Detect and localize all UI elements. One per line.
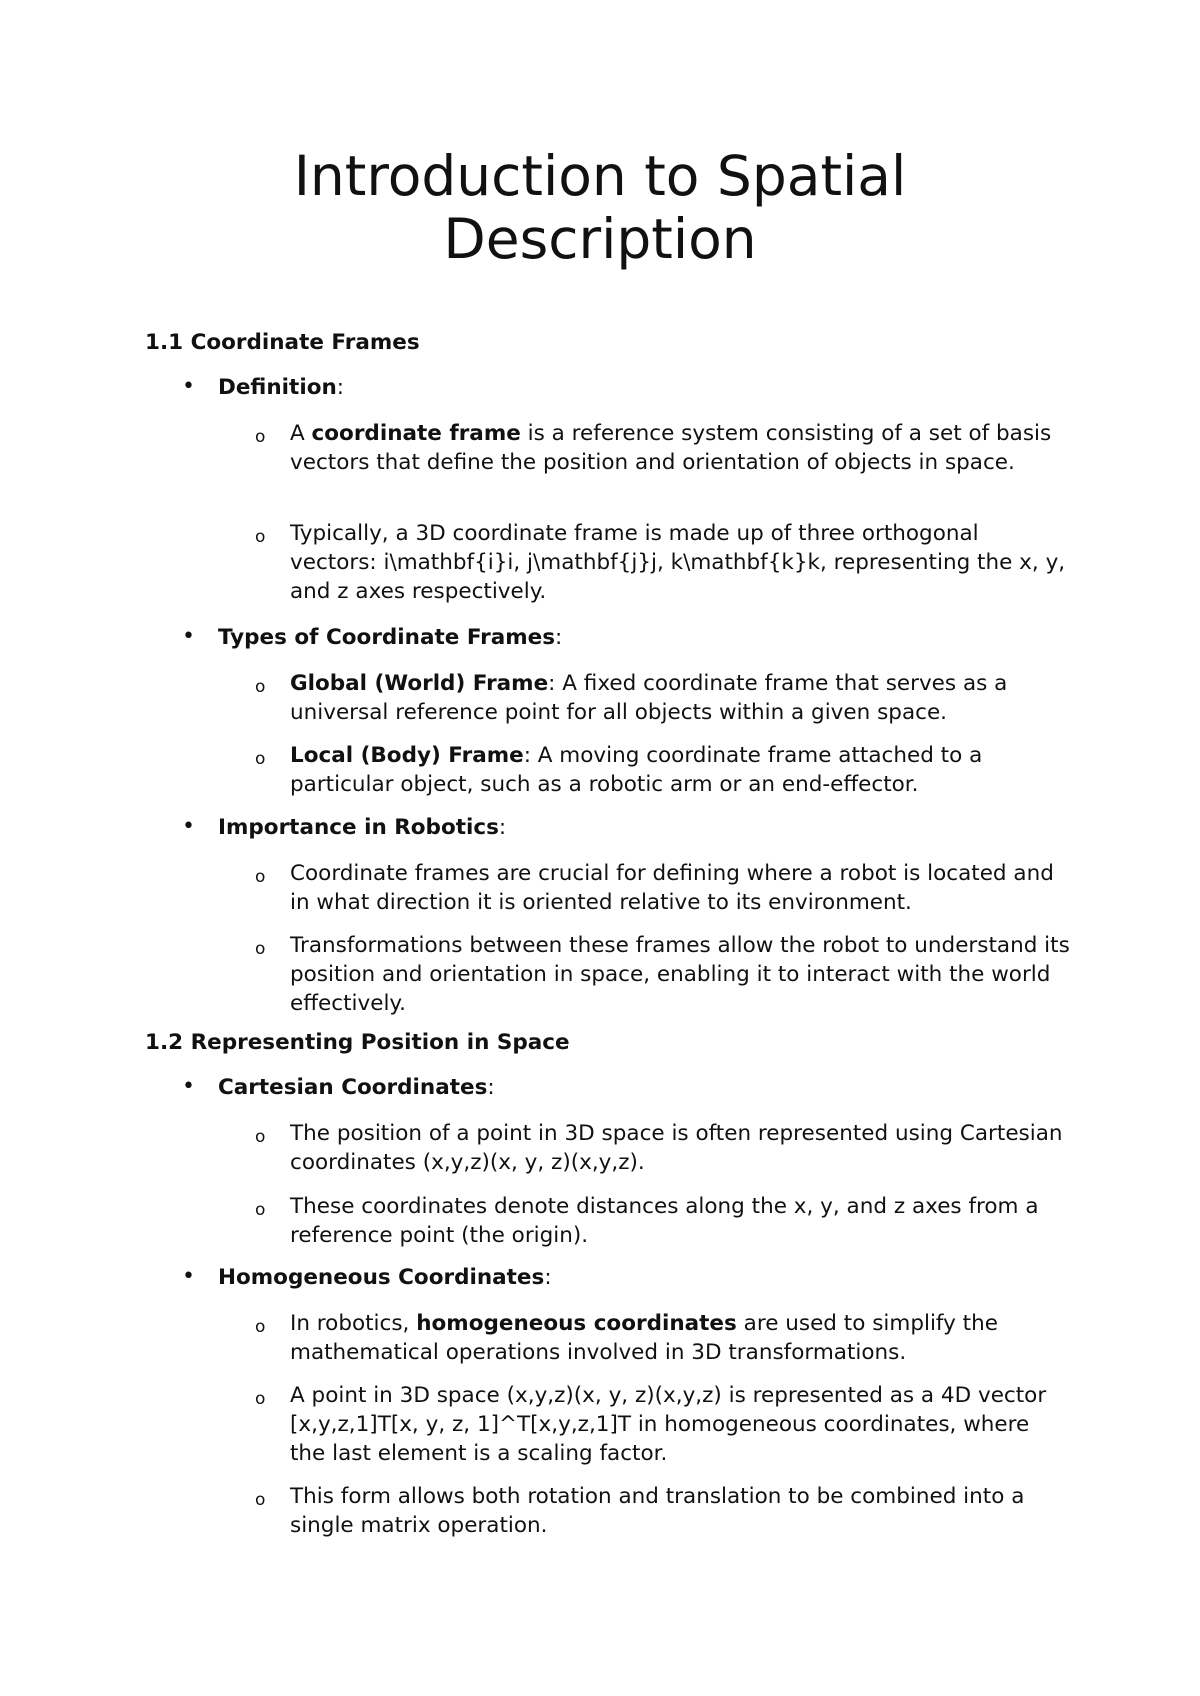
importance-item-2: Transformations between these frames allow the robot to understand its position and orientation in space, enabling it to interact with the world effectively. bbox=[290, 933, 1070, 1016]
bullet-label-importance: Importance in Robotics: bbox=[218, 815, 507, 840]
bullet-label-cartesian: Cartesian Coordinates: bbox=[218, 1075, 495, 1100]
sub-bullet-icon: o bbox=[255, 1490, 266, 1510]
importance-item-1: Coordinate frames are crucial for defining where a robot is located and in what direction it is oriented relative to its environment. bbox=[290, 861, 1054, 915]
definition-item-1: A coordinate frame is a reference system consisting of a set of basis vectors that define the position and orientation of objects in space. bbox=[290, 421, 1052, 475]
sub-bullet-icon: o bbox=[255, 527, 266, 547]
section-heading-position: 1.2 Representing Position in Space bbox=[145, 1030, 570, 1055]
sub-bullet-icon: o bbox=[255, 867, 266, 887]
homogeneous-item-1: In robotics, homogeneous coordinates are used to simplify the mathematical operations involved in 3D transformations. bbox=[290, 1311, 998, 1365]
bullet-icon: • bbox=[182, 1264, 195, 1289]
sub-bullet-icon: o bbox=[255, 1317, 266, 1337]
cartesian-item-1: The position of a point in 3D space is often represented using Cartesian coordinates (x,y,z)(x, y, z)(x,y,z). bbox=[290, 1121, 1063, 1175]
page-title: Introduction to Spatial Description bbox=[293, 144, 907, 271]
bullet-icon: • bbox=[182, 374, 195, 399]
sub-bullet-icon: o bbox=[255, 427, 266, 447]
sub-bullet-icon: o bbox=[255, 939, 266, 959]
sub-bullet-icon: o bbox=[255, 749, 266, 769]
bullet-icon: • bbox=[182, 814, 195, 839]
bullet-label-definition: Definition: bbox=[218, 375, 345, 400]
definition-item-2: Typically, a 3D coordinate frame is made up of three orthogonal vectors: i\mathbf{i}i, j\mathbf{j}j, k\mathbf{k}k, representing the x, y, and z axes respectively. bbox=[290, 521, 1066, 604]
types-item-local: Local (Body) Frame: A moving coordinate frame attached to a particular object, such as a robotic arm or an end-effector. bbox=[290, 743, 983, 797]
bullet-label-types: Types of Coordinate Frames: bbox=[218, 625, 563, 650]
sub-bullet-icon: o bbox=[255, 1127, 266, 1147]
sub-bullet-icon: o bbox=[255, 1389, 266, 1409]
types-item-global: Global (World) Frame: A fixed coordinate frame that serves as a universal reference point for all objects within a given space. bbox=[290, 671, 1008, 725]
sub-bullet-icon: o bbox=[255, 1200, 266, 1220]
bullet-label-homogeneous: Homogeneous Coordinates: bbox=[218, 1265, 552, 1290]
cartesian-item-2: These coordinates denote distances along the x, y, and z axes from a reference point (the origin). bbox=[290, 1194, 1039, 1248]
homogeneous-item-3: This form allows both rotation and translation to be combined into a single matrix operation. bbox=[290, 1484, 1025, 1538]
section-heading-coordinate-frames: 1.1 Coordinate Frames bbox=[145, 330, 420, 355]
bullet-icon: • bbox=[182, 1074, 195, 1099]
homogeneous-item-2: A point in 3D space (x,y,z)(x, y, z)(x,y,z) is represented as a 4D vector [x,y,z,1]T[x, y, z, 1]^T[x,y,z,1]T in homogeneous coordinates, where the last element is a scaling factor. bbox=[290, 1383, 1047, 1466]
sub-bullet-icon: o bbox=[255, 677, 266, 697]
bullet-icon: • bbox=[182, 624, 195, 649]
